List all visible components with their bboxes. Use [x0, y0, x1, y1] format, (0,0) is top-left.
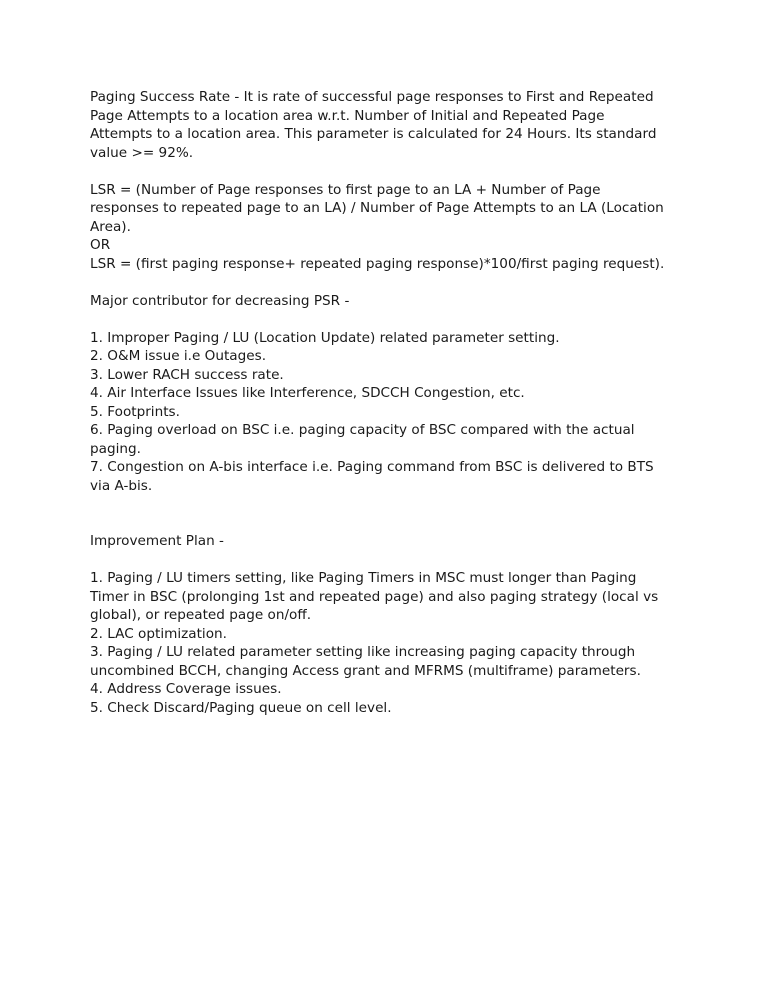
list-item: 3. Paging / LU related parameter setting like increasing paging capacity through [90, 644, 636, 660]
spacer [90, 162, 700, 181]
list-item: 1. Paging / LU timers setting, like Paging Timers in MSC must longer than Paging [90, 570, 637, 586]
list-item: 4. Address Coverage issues. [90, 681, 282, 697]
text-line: Attempts to a location area. This parameter is calculated for 24 Hours. Its standard [90, 126, 657, 142]
contributors-list [90, 329, 700, 496]
text-line: OR [90, 237, 111, 253]
improvement-heading: Improvement Plan - [90, 533, 224, 549]
list-item: 6. Paging overload on BSC i.e. paging capacity of BSC compared with the actual [90, 422, 635, 438]
list-item: 2. LAC optimization. [90, 625, 227, 642]
improvement-list [90, 569, 700, 717]
text-line: LSR = (first paging response+ repeated paging response)*100/first paging request). [90, 255, 665, 272]
text-line: Area). [90, 218, 131, 235]
list-item: paging. [90, 440, 141, 457]
list-item: 3. Lower RACH success rate. [90, 366, 284, 383]
contributors-heading: Major contributor for decreasing PSR - [90, 292, 350, 309]
spacer [90, 495, 700, 532]
text-line: LSR = (Number of Page responses to first page to an LA + Number of Page [90, 181, 601, 198]
text-line: value >= 92%. [90, 144, 194, 161]
list-item: 2. O&M issue i.e Outages. [90, 348, 267, 364]
list-item: via A-bis. [90, 477, 153, 494]
list-item: global), or repeated page on/off. [90, 607, 312, 623]
list-item: 1. Improper Paging / LU (Location Update) related parameter setting. [90, 329, 560, 346]
spacer [90, 551, 700, 570]
text-line: Paging Success Rate - It is rate of successful page responses to First and Repeated [90, 89, 654, 105]
psr-definition-paragraph [90, 88, 700, 162]
list-item: 7. Congestion on A-bis interface i.e. Paging command from BSC is delivered to BTS [90, 459, 654, 475]
list-item: 5. Check Discard/Paging queue on cell level. [90, 699, 392, 716]
spacer [90, 273, 700, 292]
spacer [90, 310, 700, 329]
text-line: responses to repeated page to an LA) / Number of Page Attempts to an LA (Location [90, 200, 664, 216]
document-page [90, 88, 700, 717]
text-line: Page Attempts to a location area w.r.t. Number of Initial and Repeated Page [90, 107, 605, 124]
list-item: 5. Footprints. [90, 403, 180, 420]
list-item: 4. Air Interface Issues like Interference, SDCCH Congestion, etc. [90, 385, 525, 401]
list-item: uncombined BCCH, changing Access grant and MFRMS (multiframe) parameters. [90, 662, 641, 679]
list-item: Timer in BSC (prolonging 1st and repeated page) and also paging strategy (local vs [90, 588, 659, 605]
lsr-formula-paragraph [90, 181, 700, 274]
